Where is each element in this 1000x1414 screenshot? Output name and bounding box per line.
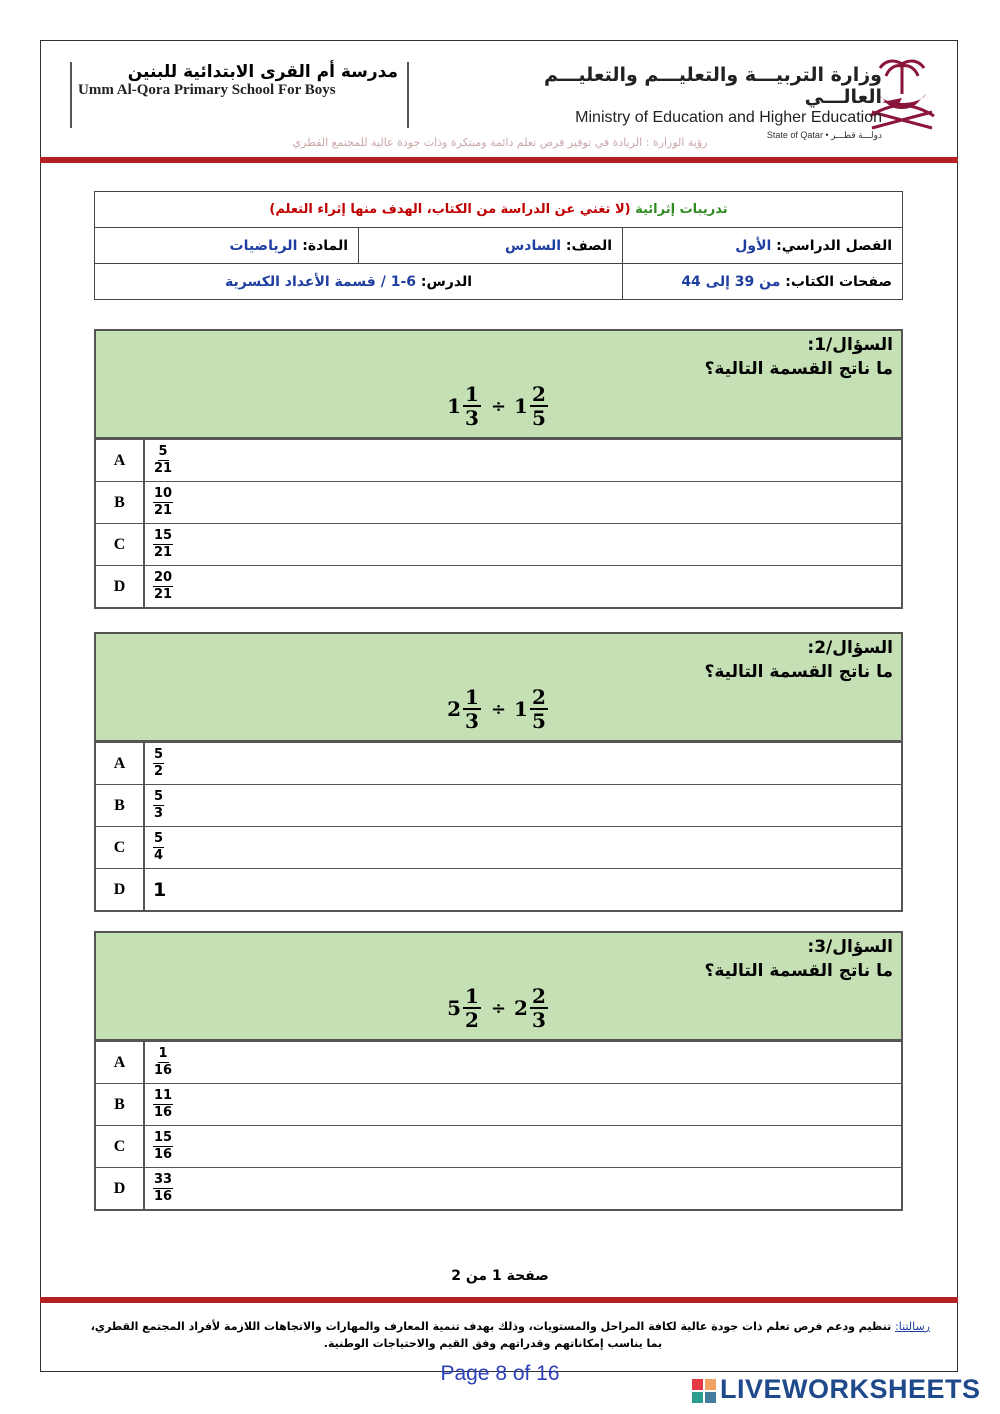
option-letter: B bbox=[96, 482, 145, 523]
fraction-denominator: 3 bbox=[465, 406, 479, 430]
divide-sign: ÷ bbox=[490, 698, 507, 720]
option-numerator: 5 bbox=[154, 789, 164, 804]
subject-label: المادة: bbox=[302, 237, 348, 254]
option-numerator: 5 bbox=[158, 444, 168, 459]
option-denominator: 4 bbox=[154, 848, 164, 863]
state-label: State of Qatar • دولـــة قطـــر bbox=[766, 130, 882, 140]
fraction-denominator: 5 bbox=[531, 406, 546, 430]
answer-option-c[interactable] bbox=[96, 523, 901, 565]
answer-option-a[interactable] bbox=[96, 742, 901, 784]
header-divider bbox=[407, 62, 409, 128]
option-numerator: 33 bbox=[154, 1172, 173, 1187]
answer-option-c[interactable] bbox=[96, 826, 901, 868]
lesson-info-table bbox=[94, 191, 903, 300]
question-3 bbox=[94, 931, 903, 1211]
question-number: السؤال/3: bbox=[807, 937, 893, 957]
option-letter: B bbox=[96, 785, 145, 826]
question-2 bbox=[94, 632, 903, 912]
info-title bbox=[95, 192, 903, 228]
pages-label: صفحات الكتاب: bbox=[785, 273, 892, 290]
question-prompt: ما ناتج القسمة التالية؟ bbox=[704, 359, 893, 379]
ministry-name-en: Ministry of Education and Higher Education bbox=[575, 109, 882, 126]
option-numerator: 20 bbox=[154, 570, 173, 585]
option-letter: A bbox=[96, 1042, 145, 1083]
answer-option-d[interactable] bbox=[96, 868, 901, 910]
fraction-denominator: 5 bbox=[531, 709, 546, 733]
option-numerator: 10 bbox=[154, 486, 173, 501]
question-prompt: ما ناتج القسمة التالية؟ bbox=[704, 662, 893, 682]
mixed-whole: 1 bbox=[447, 394, 462, 418]
option-denominator: 16 bbox=[154, 1189, 173, 1204]
option-denominator: 21 bbox=[154, 503, 173, 518]
answer-option-c[interactable] bbox=[96, 1125, 901, 1167]
mixed-whole: 1 bbox=[514, 394, 528, 418]
option-denominator: 21 bbox=[154, 545, 173, 560]
school-name-ar: مدرسة أم القرى الابتدائية للبنين bbox=[127, 62, 398, 82]
question-number: السؤال/2: bbox=[807, 638, 893, 658]
question-header bbox=[96, 331, 901, 439]
option-letter: C bbox=[96, 1126, 145, 1167]
vision-statement: رؤية الوزارة : الريادة في توفير فرص تعلم دائمة ومبتكرة وذات جودة عالية للمجتمع القطري bbox=[292, 136, 708, 149]
divide-sign: ÷ bbox=[490, 395, 507, 417]
liveworksheets-logo-icon bbox=[692, 1379, 716, 1403]
fraction-numerator: 1 bbox=[465, 984, 479, 1008]
mixed-whole: 2 bbox=[447, 697, 462, 721]
answer-option-d[interactable] bbox=[96, 1167, 901, 1209]
option-numerator: 11 bbox=[154, 1088, 173, 1103]
option-numerator: 15 bbox=[154, 1130, 173, 1145]
page-number: صفحة 1 من 2 bbox=[451, 1268, 549, 1284]
school-name bbox=[68, 62, 398, 99]
term-cell bbox=[623, 228, 903, 264]
liveworksheets-brand[interactable]: LIVEWORKSHEETS bbox=[720, 1374, 981, 1404]
answer-option-d[interactable] bbox=[96, 565, 901, 607]
option-denominator: 16 bbox=[154, 1105, 173, 1120]
ministry-name bbox=[490, 64, 882, 141]
term-label: الفصل الدراسي: bbox=[776, 237, 892, 254]
pages-cell bbox=[623, 264, 903, 300]
division-expression bbox=[96, 383, 901, 429]
answer-option-a[interactable] bbox=[96, 439, 901, 481]
mission-statement bbox=[56, 1318, 930, 1352]
division-expression bbox=[96, 985, 901, 1031]
info-title-green: تدريبات إثرائية bbox=[635, 202, 728, 217]
mixed-whole: 5 bbox=[447, 996, 462, 1020]
answer-option-b[interactable] bbox=[96, 784, 901, 826]
mixed-whole: 2 bbox=[514, 996, 528, 1020]
option-denominator: 16 bbox=[154, 1063, 173, 1078]
option-denominator: 2 bbox=[154, 764, 164, 779]
mission-text: تنظيم ودعم فرص تعلم ذات جودة عالية لكافة المراحل والمستويات، وذلك بهدف تنمية المعارف والمهارات والاتجاهات اللازمة لأفراد المجتمع القطري، bbox=[90, 1320, 892, 1333]
question-prompt: ما ناتج القسمة التالية؟ bbox=[704, 961, 893, 981]
page-of-counter: Page 8 of 16 bbox=[440, 1362, 560, 1385]
mission-label: رسالتنا: bbox=[895, 1320, 930, 1333]
option-numerator: 1 bbox=[158, 1046, 168, 1061]
question-header bbox=[96, 933, 901, 1041]
question-header bbox=[96, 634, 901, 742]
divide-sign: ÷ bbox=[490, 997, 507, 1019]
lesson-label: الدرس: bbox=[420, 273, 472, 290]
question-number: السؤال/1: bbox=[807, 335, 893, 355]
mixed-whole: 1 bbox=[514, 697, 528, 721]
fraction-numerator: 2 bbox=[531, 382, 546, 406]
option-denominator: 21 bbox=[154, 587, 173, 602]
option-letter: D bbox=[96, 869, 145, 910]
question-1 bbox=[94, 329, 903, 609]
option-numerator: 5 bbox=[154, 831, 164, 846]
option-denominator: 16 bbox=[154, 1147, 173, 1162]
grade-label: الصف: bbox=[565, 237, 612, 254]
mission-text-2: بما يناسب إمكاناتهم وقدراتهم وفق القيم والاحتياجات الوطنية. bbox=[323, 1337, 663, 1350]
option-numerator: 15 bbox=[154, 528, 173, 543]
term-value: الأول bbox=[735, 237, 772, 254]
lesson-value: 6-1 / قسمة الأعداد الكسرية bbox=[225, 273, 416, 290]
pages-value: من 39 إلى 44 bbox=[681, 273, 781, 290]
grade-value: السادس bbox=[504, 237, 561, 254]
answer-option-b[interactable] bbox=[96, 481, 901, 523]
fraction-denominator: 3 bbox=[465, 709, 479, 733]
fraction-denominator: 3 bbox=[531, 1008, 546, 1032]
option-letter: D bbox=[96, 1168, 145, 1209]
option-letter: A bbox=[96, 440, 145, 481]
grade-cell bbox=[359, 228, 623, 264]
option-numerator: 5 bbox=[154, 747, 164, 762]
option-letter: C bbox=[96, 524, 145, 565]
answer-option-a[interactable] bbox=[96, 1041, 901, 1083]
info-title-red: (لا تغني عن الدراسة من الكتاب، الهدف منها إثراء التعلم) bbox=[269, 202, 631, 217]
lesson-cell bbox=[95, 264, 623, 300]
fraction-denominator: 2 bbox=[465, 1008, 479, 1032]
answer-option-b[interactable] bbox=[96, 1083, 901, 1125]
subject-value: الرياضيات bbox=[229, 237, 298, 254]
subject-cell bbox=[95, 228, 359, 264]
header-divider-red bbox=[40, 157, 958, 163]
footer-divider-red bbox=[40, 1297, 958, 1303]
option-letter: D bbox=[96, 566, 145, 607]
fraction-numerator: 2 bbox=[531, 984, 546, 1008]
fraction-numerator: 1 bbox=[465, 685, 479, 709]
option-denominator: 21 bbox=[154, 461, 173, 476]
option-whole: 1 bbox=[153, 878, 167, 901]
option-denominator: 3 bbox=[154, 806, 164, 821]
ministry-name-ar: وزارة التربيـــة والتعليـــم والتعليـــم العالـــي bbox=[543, 64, 882, 108]
option-letter: C bbox=[96, 827, 145, 868]
option-letter: B bbox=[96, 1084, 145, 1125]
option-letter: A bbox=[96, 743, 145, 784]
fraction-numerator: 2 bbox=[531, 685, 546, 709]
division-expression bbox=[96, 686, 901, 732]
school-name-en: Umm Al-Qora Primary School For Boys bbox=[78, 82, 336, 98]
fraction-numerator: 1 bbox=[465, 382, 479, 406]
letterhead bbox=[40, 40, 958, 165]
